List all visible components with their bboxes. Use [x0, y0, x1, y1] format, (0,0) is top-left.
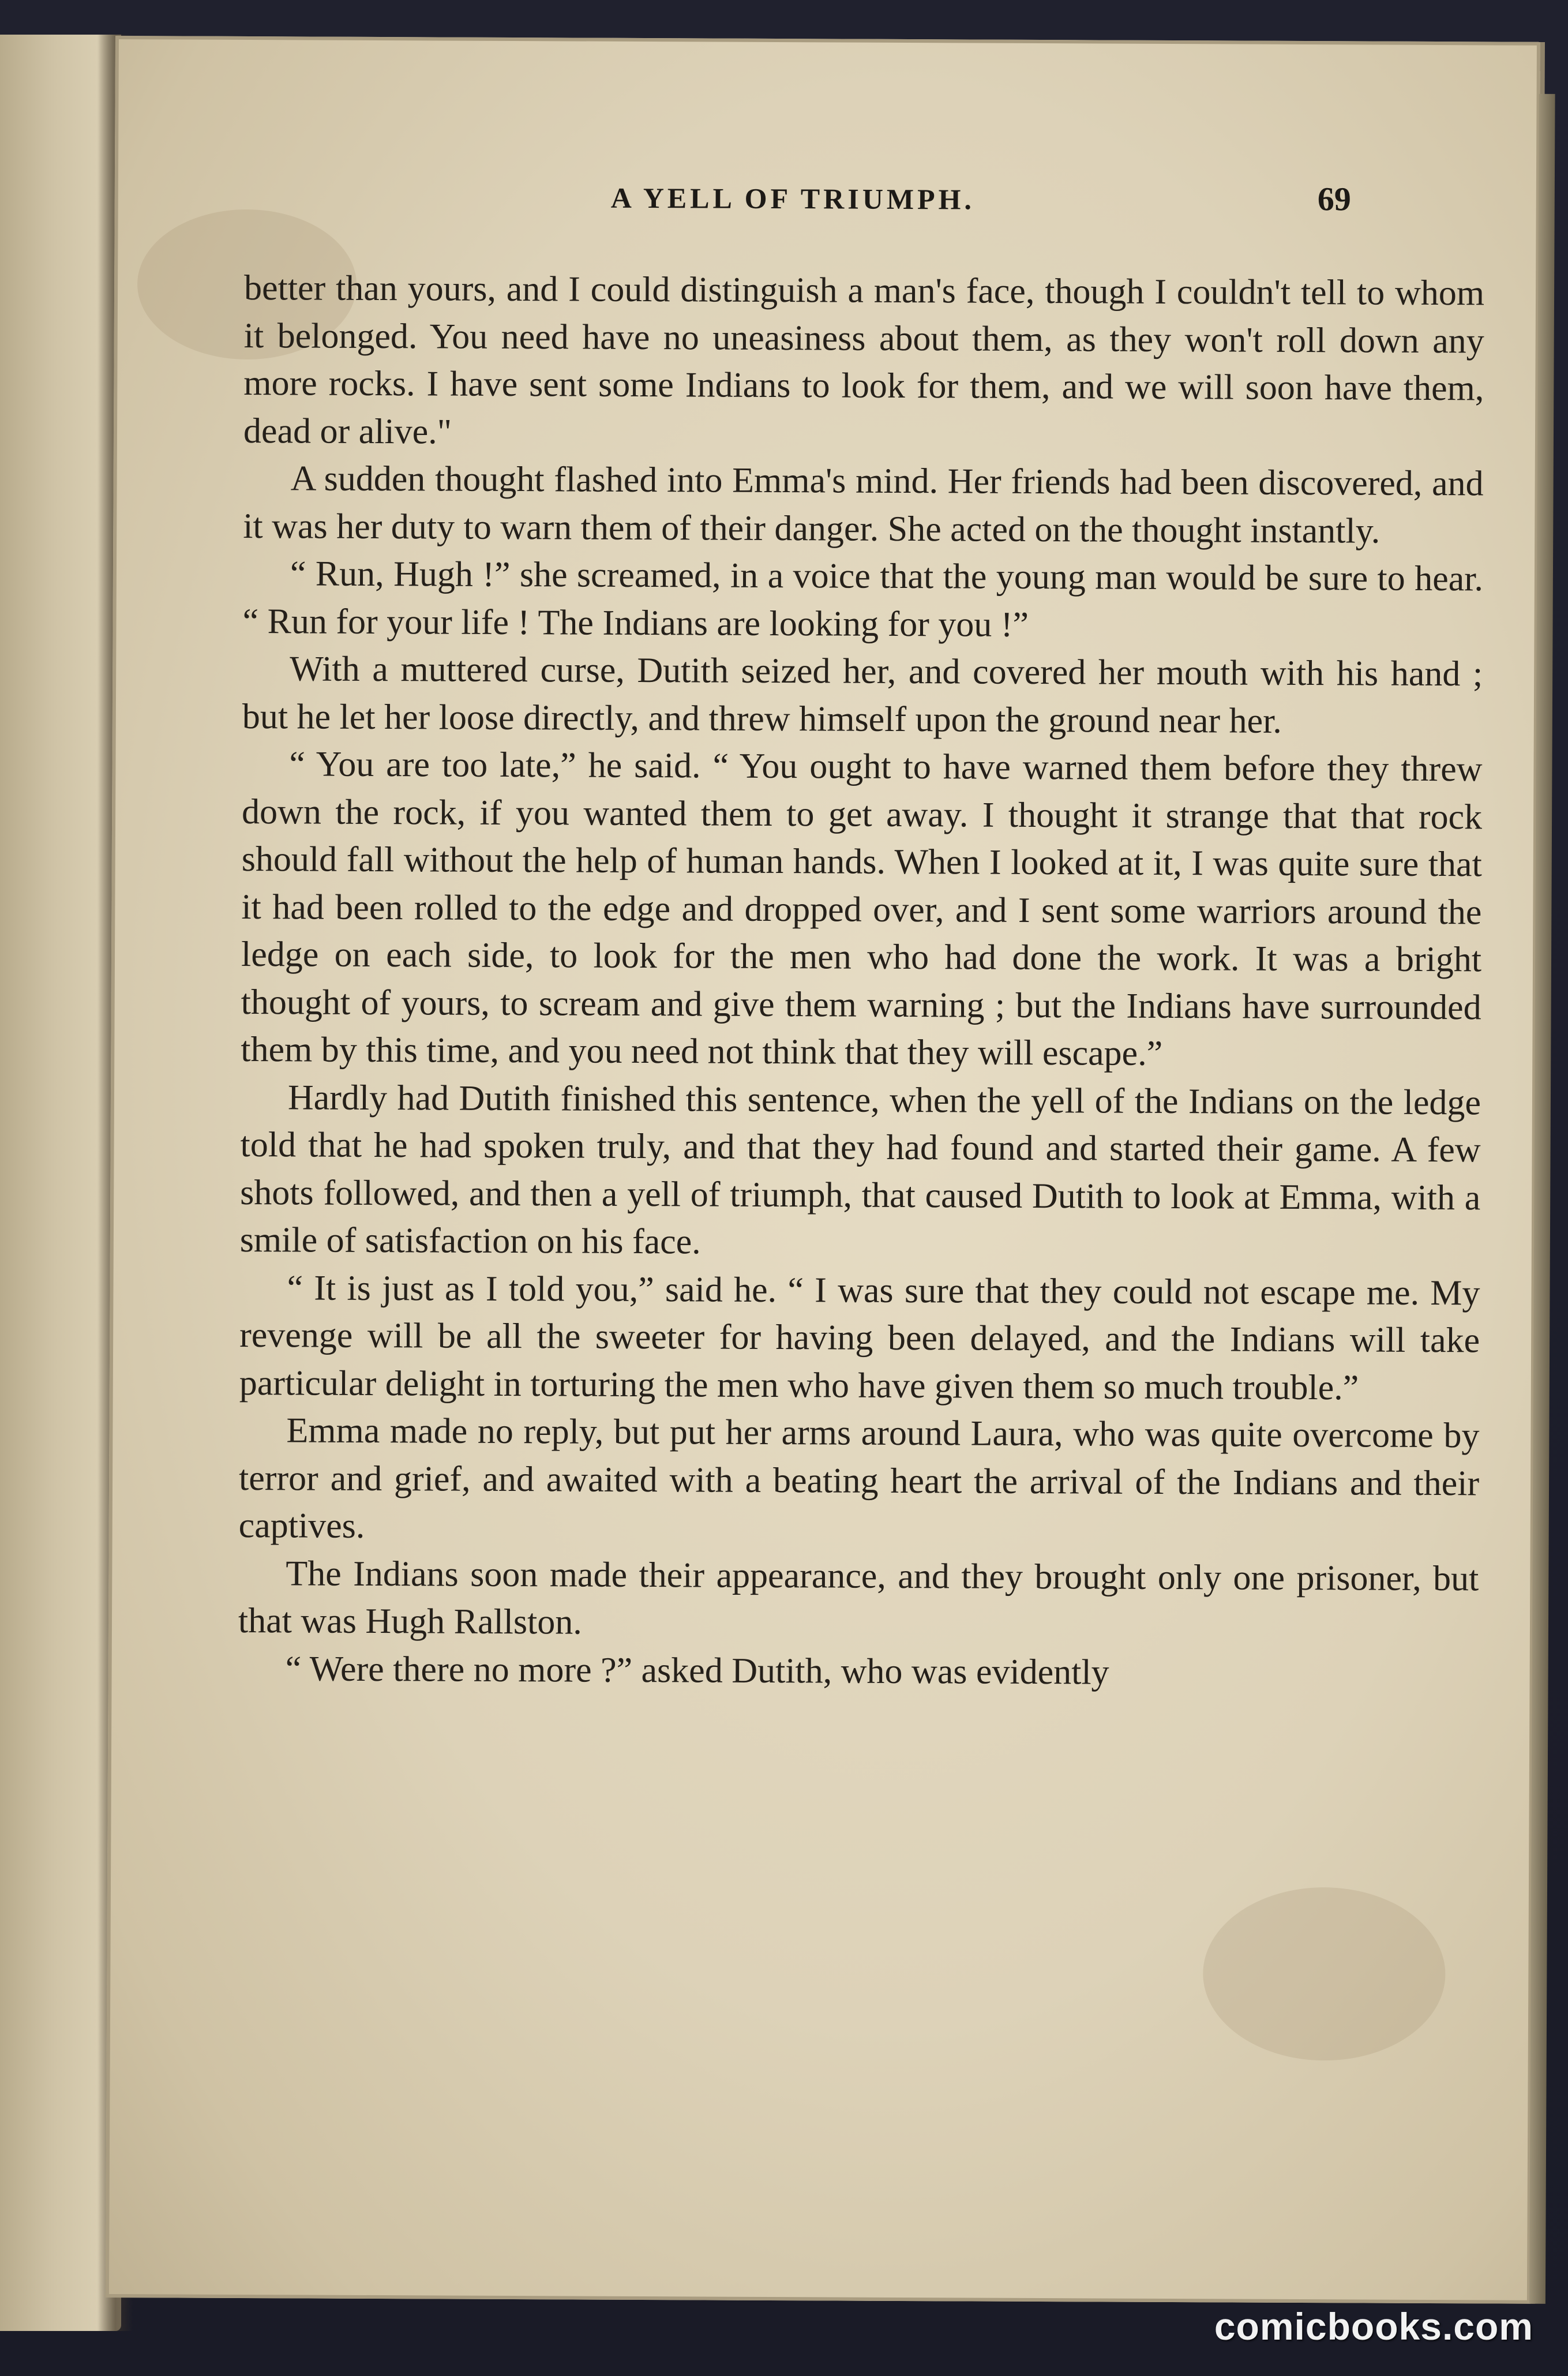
- book-page: [106, 36, 1540, 2304]
- paragraph: With a muttered curse, Dutith seized her, and covered her mouth with his hand ; but he let her loose directly, and threw himself upon the ground near her.: [242, 649, 1483, 741]
- paragraph: “ Were there no more ?” asked Dutith, who was evidently: [285, 1648, 1109, 1692]
- page-number: 69: [1317, 180, 1351, 218]
- running-title: A YELL OF TRIUMPH.: [610, 181, 976, 216]
- paragraph: Hardly had Dutith finished this sentence, when the yell of the Indians on the ledge told that he had spoken truly, and that they had found and started their game. A few shots followed, and then a yell of triumph, that caused Dutith to look at Emma, with a smile of satisfaction on his face.: [239, 1077, 1481, 1262]
- paragraph: Emma made no reply, but put her arms around Laura, who was quite overcome by terror and grief, and awaited with a beating heart the arrival of the Indians and their captives.: [238, 1411, 1480, 1546]
- paragraph: “ It is just as I told you,” said he. “ I was sure that they could not escape me. My revenge will be all the sweeter for having been delayed, and the Indians will take particular delight in torturing the men who have given them so much trouble.”: [239, 1268, 1480, 1407]
- paragraph: “ You are too late,” he said. “ You ought to have warned them before they threw down the rock, if you wanted them to get away. I thought it strange that that rock should fall without the help of human hands. When I looked at it, I was quite sure that it had been rolled to the edge and dropped over, and I sent some warriors around the ledge on each side, to look for the men who had done the work. It was a bright thought of yours, to scream and give them warning ; but the Indians have surrounded them by this time, and you need not think that they will escape.”: [241, 744, 1483, 1073]
- paragraph: “ Run, Hugh !” she screamed, in a voice that the young man would be sure to hear. “ Run for your life ! The Indians are looking for you !”: [242, 554, 1484, 644]
- page-edge-right: [1529, 94, 1555, 2304]
- paragraph: The Indians soon made their appearance, and they brought only one prisoner, but that was Hugh Rallston.: [238, 1553, 1479, 1642]
- paragraph: A sudden thought flashed into Emma's mind. Her friends had been discovered, and it was her duty to warn them of their danger. She acted on the thought instantly.: [243, 459, 1484, 551]
- paper-stain: [1203, 1887, 1446, 2061]
- body-text: [238, 264, 1484, 1697]
- paragraph: better than yours, and I could distinguish a man's face, though I couldn't tell to whom it belonged. You need have no uneasiness about them, as they won't roll down any more rocks. I have sent some Indians to look for them, and we will soon have them, dead or alive.": [243, 268, 1485, 452]
- watermark: comicbooks.com: [1214, 2305, 1533, 2348]
- running-head: [115, 179, 1540, 231]
